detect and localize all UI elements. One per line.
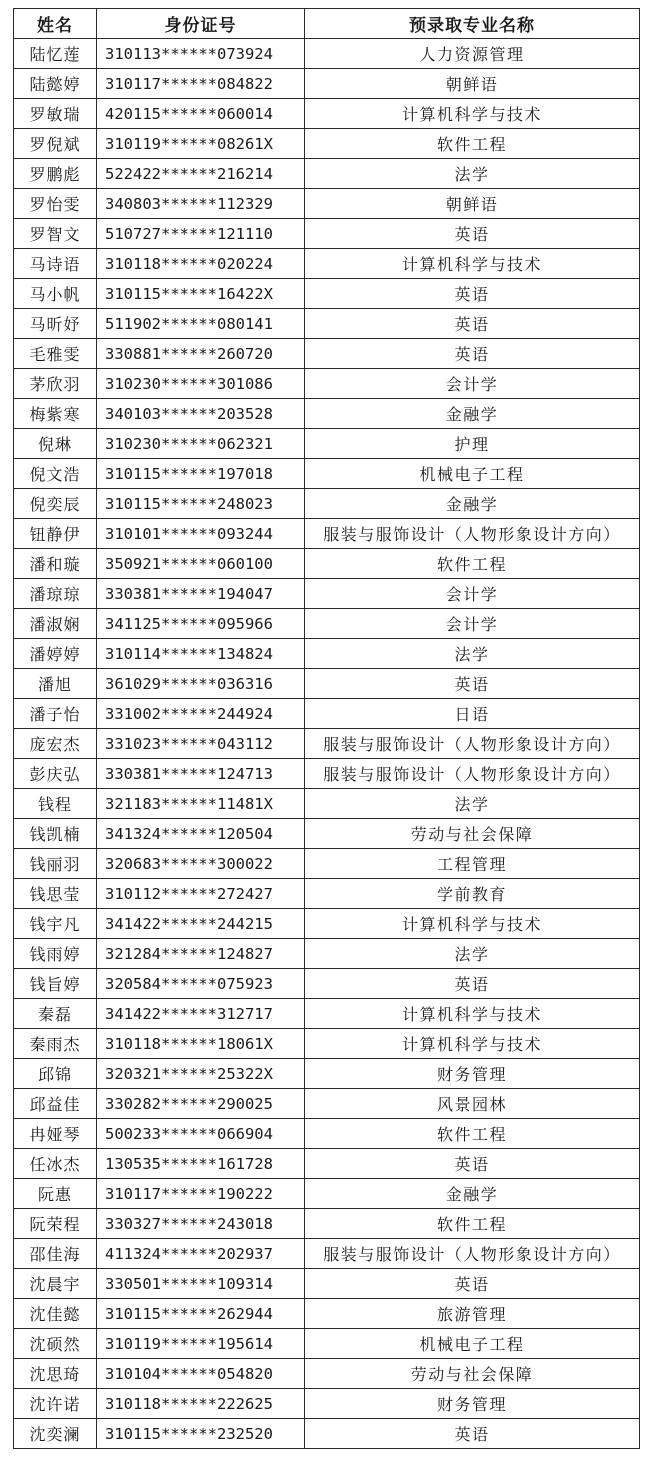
cell-major: 计算机科学与技术 — [305, 99, 640, 129]
table-row — [14, 309, 640, 339]
table-row — [14, 669, 640, 699]
table-row — [14, 459, 640, 489]
cell-name: 沈许诺 — [14, 1389, 97, 1419]
cell-major: 计算机科学与技术 — [305, 249, 640, 279]
cell-id-number: 340803******112329 — [97, 189, 305, 219]
table-row — [14, 909, 640, 939]
cell-major: 英语 — [305, 219, 640, 249]
cell-id-number: 310119******08261X — [97, 129, 305, 159]
cell-major: 劳动与社会保障 — [305, 1359, 640, 1389]
cell-name: 马诗语 — [14, 249, 97, 279]
cell-name: 沈奕澜 — [14, 1419, 97, 1449]
cell-id-number: 310115******262944 — [97, 1299, 305, 1329]
cell-name: 潘淑娴 — [14, 609, 97, 639]
cell-id-number: 510727******121110 — [97, 219, 305, 249]
table-row — [14, 369, 640, 399]
cell-major: 机械电子工程 — [305, 1329, 640, 1359]
cell-major: 人力资源管理 — [305, 39, 640, 69]
cell-name: 罗怡雯 — [14, 189, 97, 219]
cell-id-number: 310230******062321 — [97, 429, 305, 459]
cell-major: 工程管理 — [305, 849, 640, 879]
cell-major: 日语 — [305, 699, 640, 729]
table-row — [14, 1329, 640, 1359]
table-row — [14, 339, 640, 369]
table-row — [14, 1389, 640, 1419]
cell-name: 沈晨宇 — [14, 1269, 97, 1299]
cell-name: 罗敏瑞 — [14, 99, 97, 129]
cell-major: 风景园林 — [305, 1089, 640, 1119]
cell-major: 旅游管理 — [305, 1299, 640, 1329]
cell-id-number: 310115******248023 — [97, 489, 305, 519]
table-row — [14, 639, 640, 669]
cell-id-number: 130535******161728 — [97, 1149, 305, 1179]
cell-name: 毛雅雯 — [14, 339, 97, 369]
table-row — [14, 1089, 640, 1119]
table-row — [14, 189, 640, 219]
cell-name: 秦磊 — [14, 999, 97, 1029]
cell-name: 潘琼琼 — [14, 579, 97, 609]
cell-major: 法学 — [305, 639, 640, 669]
cell-name: 梅紫寒 — [14, 399, 97, 429]
cell-major: 护理 — [305, 429, 640, 459]
cell-name: 阮荣程 — [14, 1209, 97, 1239]
table-row — [14, 609, 640, 639]
cell-id-number: 310230******301086 — [97, 369, 305, 399]
table-row — [14, 699, 640, 729]
cell-name: 彭庆弘 — [14, 759, 97, 789]
cell-id-number: 310115******232520 — [97, 1419, 305, 1449]
cell-major: 服装与服饰设计（人物形象设计方向） — [305, 519, 640, 549]
cell-name: 罗智文 — [14, 219, 97, 249]
table-row — [14, 879, 640, 909]
cell-id-number: 310114******134824 — [97, 639, 305, 669]
cell-id-number: 330282******290025 — [97, 1089, 305, 1119]
admission-list-sheet — [13, 8, 639, 1449]
cell-name: 陆忆莲 — [14, 39, 97, 69]
cell-major: 计算机科学与技术 — [305, 1029, 640, 1059]
table-row — [14, 69, 640, 99]
cell-name: 钱雨婷 — [14, 939, 97, 969]
cell-major: 服装与服饰设计（人物形象设计方向） — [305, 1239, 640, 1269]
cell-major: 法学 — [305, 939, 640, 969]
cell-major: 会计学 — [305, 579, 640, 609]
table-row — [14, 579, 640, 609]
table-row — [14, 519, 640, 549]
cell-name: 罗鹏彪 — [14, 159, 97, 189]
cell-major: 金融学 — [305, 399, 640, 429]
cell-major: 朝鲜语 — [305, 69, 640, 99]
header-name: 姓名 — [14, 9, 97, 39]
cell-major: 软件工程 — [305, 549, 640, 579]
cell-name: 倪琳 — [14, 429, 97, 459]
table-row — [14, 489, 640, 519]
table-row — [14, 1029, 640, 1059]
table-row — [14, 969, 640, 999]
cell-id-number: 341422******312717 — [97, 999, 305, 1029]
cell-major: 英语 — [305, 969, 640, 999]
cell-major: 朝鲜语 — [305, 189, 640, 219]
cell-id-number: 321183******11481X — [97, 789, 305, 819]
cell-name: 秦雨杰 — [14, 1029, 97, 1059]
cell-major: 服装与服饰设计（人物形象设计方向） — [305, 759, 640, 789]
cell-name: 沈思琦 — [14, 1359, 97, 1389]
cell-id-number: 310115******16422X — [97, 279, 305, 309]
table-row — [14, 159, 640, 189]
table-row — [14, 939, 640, 969]
cell-id-number: 330327******243018 — [97, 1209, 305, 1239]
cell-name: 邱益佳 — [14, 1089, 97, 1119]
cell-id-number: 341422******244215 — [97, 909, 305, 939]
cell-id-number: 361029******036316 — [97, 669, 305, 699]
cell-major: 金融学 — [305, 1179, 640, 1209]
table-row — [14, 549, 640, 579]
cell-id-number: 330501******109314 — [97, 1269, 305, 1299]
cell-id-number: 350921******060100 — [97, 549, 305, 579]
cell-id-number: 341324******120504 — [97, 819, 305, 849]
cell-id-number: 320584******075923 — [97, 969, 305, 999]
table-row — [14, 249, 640, 279]
cell-name: 任冰杰 — [14, 1149, 97, 1179]
cell-major: 计算机科学与技术 — [305, 999, 640, 1029]
cell-name: 钱丽羽 — [14, 849, 97, 879]
table-row — [14, 1239, 640, 1269]
cell-major: 英语 — [305, 1149, 640, 1179]
table-row — [14, 1419, 640, 1449]
cell-id-number: 331023******043112 — [97, 729, 305, 759]
table-row — [14, 819, 640, 849]
cell-id-number: 310113******073924 — [97, 39, 305, 69]
cell-major: 软件工程 — [305, 129, 640, 159]
table-row — [14, 729, 640, 759]
cell-major: 计算机科学与技术 — [305, 909, 640, 939]
cell-name: 罗倪斌 — [14, 129, 97, 159]
cell-name: 钱思莹 — [14, 879, 97, 909]
cell-major: 英语 — [305, 669, 640, 699]
cell-name: 陆懿婷 — [14, 69, 97, 99]
cell-id-number: 330381******124713 — [97, 759, 305, 789]
cell-name: 钮静伊 — [14, 519, 97, 549]
cell-major: 英语 — [305, 339, 640, 369]
cell-id-number: 310118******18061X — [97, 1029, 305, 1059]
cell-name: 钱凯楠 — [14, 819, 97, 849]
cell-major: 英语 — [305, 279, 640, 309]
cell-id-number: 310118******020224 — [97, 249, 305, 279]
cell-major: 英语 — [305, 1269, 640, 1299]
cell-major: 法学 — [305, 789, 640, 819]
table-row — [14, 219, 640, 249]
cell-name: 马小帆 — [14, 279, 97, 309]
cell-id-number: 310115******197018 — [97, 459, 305, 489]
cell-major: 劳动与社会保障 — [305, 819, 640, 849]
table-body — [14, 39, 640, 1449]
cell-id-number: 320321******25322X — [97, 1059, 305, 1089]
cell-name: 潘和璇 — [14, 549, 97, 579]
cell-id-number: 310118******222625 — [97, 1389, 305, 1419]
cell-name: 钱旨婷 — [14, 969, 97, 999]
cell-id-number: 310104******054820 — [97, 1359, 305, 1389]
cell-major: 英语 — [305, 309, 640, 339]
table-row — [14, 1269, 640, 1299]
cell-id-number: 321284******124827 — [97, 939, 305, 969]
cell-id-number: 310119******195614 — [97, 1329, 305, 1359]
table-row — [14, 1059, 640, 1089]
cell-name: 沈硕然 — [14, 1329, 97, 1359]
cell-major: 会计学 — [305, 369, 640, 399]
cell-name: 钱程 — [14, 789, 97, 819]
cell-name: 沈佳懿 — [14, 1299, 97, 1329]
table-row — [14, 789, 640, 819]
cell-major: 机械电子工程 — [305, 459, 640, 489]
cell-id-number: 310117******190222 — [97, 1179, 305, 1209]
cell-major: 金融学 — [305, 489, 640, 519]
table-header — [14, 9, 640, 39]
cell-id-number: 340103******203528 — [97, 399, 305, 429]
cell-major: 服装与服饰设计（人物形象设计方向） — [305, 729, 640, 759]
cell-id-number: 341125******095966 — [97, 609, 305, 639]
cell-id-number: 330381******194047 — [97, 579, 305, 609]
cell-major: 软件工程 — [305, 1119, 640, 1149]
cell-name: 倪文浩 — [14, 459, 97, 489]
cell-id-number: 330881******260720 — [97, 339, 305, 369]
cell-id-number: 310112******272427 — [97, 879, 305, 909]
table-row — [14, 99, 640, 129]
cell-major: 英语 — [305, 1419, 640, 1449]
table-row — [14, 429, 640, 459]
cell-id-number: 320683******300022 — [97, 849, 305, 879]
cell-name: 阮惠 — [14, 1179, 97, 1209]
table-row — [14, 1209, 640, 1239]
cell-major: 会计学 — [305, 609, 640, 639]
cell-name: 邱锦 — [14, 1059, 97, 1089]
table-row — [14, 1119, 640, 1149]
cell-id-number: 310117******084822 — [97, 69, 305, 99]
cell-major: 财务管理 — [305, 1389, 640, 1419]
table-row — [14, 129, 640, 159]
cell-id-number: 500233******066904 — [97, 1119, 305, 1149]
table-row — [14, 849, 640, 879]
cell-major: 财务管理 — [305, 1059, 640, 1089]
cell-name: 庞宏杰 — [14, 729, 97, 759]
header-major: 预录取专业名称 — [305, 9, 640, 39]
header-id-number: 身份证号 — [97, 9, 305, 39]
cell-major: 学前教育 — [305, 879, 640, 909]
table-row — [14, 759, 640, 789]
cell-name: 邵佳海 — [14, 1239, 97, 1269]
cell-name: 潘子怡 — [14, 699, 97, 729]
cell-id-number: 310101******093244 — [97, 519, 305, 549]
cell-id-number: 411324******202937 — [97, 1239, 305, 1269]
cell-name: 马昕妤 — [14, 309, 97, 339]
table-row — [14, 39, 640, 69]
table-row — [14, 1149, 640, 1179]
cell-name: 茅欣羽 — [14, 369, 97, 399]
cell-name: 潘婷婷 — [14, 639, 97, 669]
cell-name: 冉娅琴 — [14, 1119, 97, 1149]
header-row — [14, 9, 640, 39]
table-row — [14, 999, 640, 1029]
table-row — [14, 1299, 640, 1329]
cell-id-number: 420115******060014 — [97, 99, 305, 129]
cell-id-number: 511902******080141 — [97, 309, 305, 339]
table-row — [14, 399, 640, 429]
cell-name: 钱宇凡 — [14, 909, 97, 939]
table-row — [14, 279, 640, 309]
table-row — [14, 1359, 640, 1389]
admission-table — [13, 8, 640, 1449]
table-row — [14, 1179, 640, 1209]
cell-major: 法学 — [305, 159, 640, 189]
cell-major: 软件工程 — [305, 1209, 640, 1239]
cell-name: 潘旭 — [14, 669, 97, 699]
cell-id-number: 331002******244924 — [97, 699, 305, 729]
cell-id-number: 522422******216214 — [97, 159, 305, 189]
cell-name: 倪奕辰 — [14, 489, 97, 519]
